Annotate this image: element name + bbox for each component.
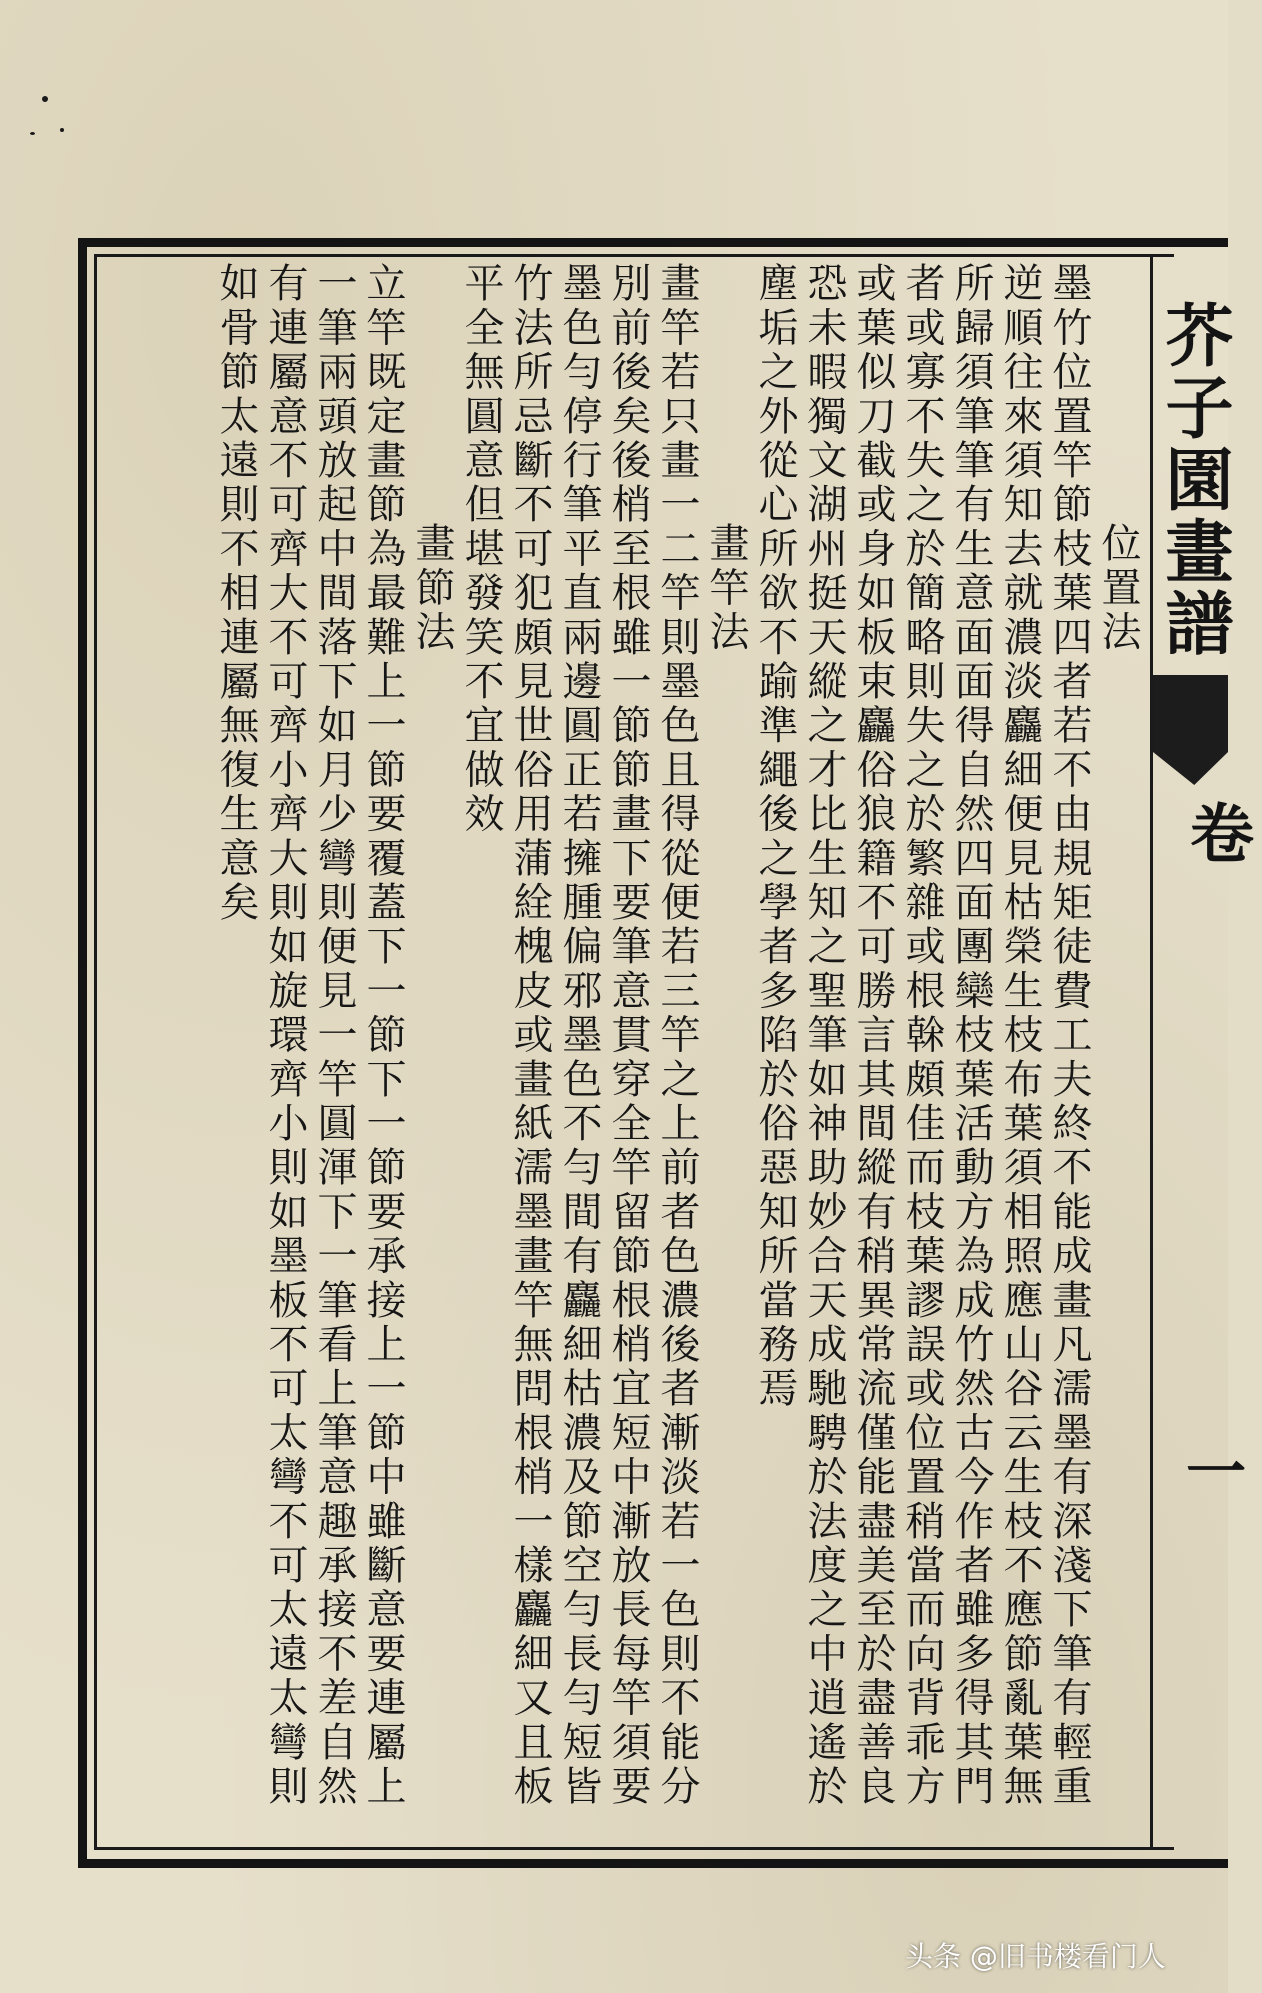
main-text [100, 262, 1142, 1842]
watermark: 头条 @旧书楼看门人 [905, 1940, 1166, 1973]
margin-divider [1150, 254, 1153, 1850]
book-title: 芥子園畫譜 [1154, 300, 1234, 660]
section-heading: 畫竿法 [703, 522, 749, 655]
section-text: 墨竹位置竿節枝葉四者若不由規矩徒費工夫終不能成畫凡濡墨有深淺下筆有輕重逆順往來須知去就濃淡麤細便見枯榮生枝布葉須相照應山谷云生枝不應節亂葉無所歸須筆筆有生意面面得自然四面團欒枝葉活動方為成竹然古今作者雖多得其門者或寡不失之於簡略則失之於繁雜或根榦頗佳而枝葉謬誤或位置稍當而向背乖方或葉似刀截或身如板束麤俗狼籍不可勝言其間縱有稍異常流僅能盡美至於盡善良恐未暇獨文湖州挺天縱之才比生知之聖筆如神助妙合天成馳騁於法度之中逍遙於塵垢之外從心所欲不踰準繩後之學者多陷於俗惡知所當務焉 [752, 262, 1092, 1809]
section-text: 畫竿若只畫一二竿則墨色且得從便若三竿之上前者色濃後者漸淡若一色則不能分別前後矣後梢至根雖一節節畫下要筆意貫穿全竿留節根梢宜短中漸放長每竿須要墨色勻停行筆平直兩邊圓正若擁腫偏邪墨色不勻間有麤細枯濃及節空勻長勻短皆竹法所忌斷不可犯頗見世俗用蒲絟槐皮或畫紙濡墨畫竿無問根梢一樣麤細又且板平全無圓意但堪發笑不宜做效 [458, 262, 700, 1809]
ink-speck [30, 132, 35, 135]
volume-label: 卷 [1179, 800, 1254, 864]
ink-speck [60, 128, 64, 132]
section-text: 立竿既定畫節為最難上一節要覆蓋下一節下一節要承接上一節中雖斷意要連屬上一筆兩頭放起中間落下如月少彎則便見一竿圓渾下一筆看上筆意趣承接不差自然有連屬意不可齊大不可齊小齊大則如旋環齊小則如墨板不可太彎不可太遠太彎則如骨節太遠則不相連屬無復生意矣 [213, 262, 406, 1809]
section-heading: 畫節法 [409, 522, 455, 655]
page-number: 一 [1176, 1440, 1246, 1500]
section-heading: 位置法 [1095, 522, 1141, 655]
ink-speck [42, 96, 48, 102]
